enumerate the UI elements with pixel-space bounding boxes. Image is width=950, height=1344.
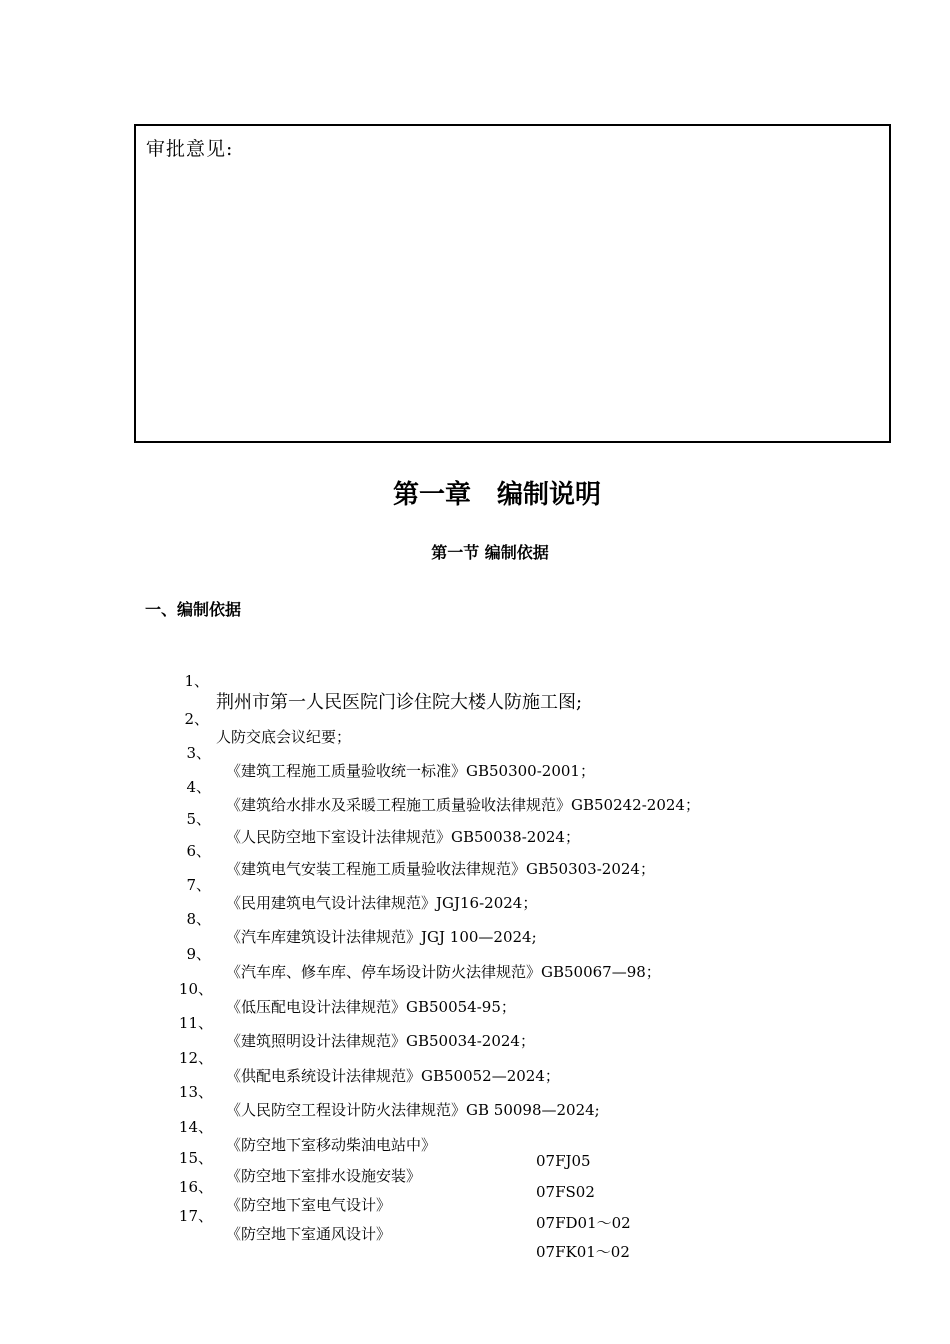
reference-number: 8、 xyxy=(186,910,211,928)
reference-text: 《防空地下室通风设计》 xyxy=(226,1225,392,1243)
reference-code: 07FK01～02 xyxy=(536,1243,630,1261)
reference-text: 《人民防空地下室设计法律规范》GB50038-2024； xyxy=(226,828,580,846)
reference-number: 12、 xyxy=(178,1049,213,1067)
reference-number: 15、 xyxy=(178,1149,213,1167)
reference-text: 人防交底会议纪要； xyxy=(216,728,352,746)
reference-text: 《建筑工程施工质量验收统一标准》GB50300-2001； xyxy=(226,762,595,780)
reference-text: 《汽车库、修车库、停车场设计防火法律规范》GB50067—98； xyxy=(226,963,661,981)
reference-text: 荆州市第一人民医院门诊住院大楼人防施工图; xyxy=(216,692,583,713)
reference-text: 《汽车库建筑设计法律规范》JGJ 100—2024; xyxy=(226,928,537,946)
reference-text: 《建筑照明设计法律规范》GB50034-2024； xyxy=(226,1032,535,1050)
reference-number: 16、 xyxy=(178,1178,213,1196)
reference-text: 《建筑电气安装工程施工质量验收法律规范》GB50303-2024； xyxy=(226,860,655,878)
reference-text: 《防空地下室移动柴油电站中》 xyxy=(226,1136,437,1154)
reference-number: 1、 xyxy=(184,672,209,690)
reference-number: 6、 xyxy=(186,842,211,860)
reference-code: 07FS02 xyxy=(536,1183,595,1201)
reference-number: 17、 xyxy=(178,1207,213,1225)
reference-code: 07FJ05 xyxy=(536,1152,591,1170)
section-title: 第一节 编制依据 xyxy=(431,543,549,562)
reference-number: 11、 xyxy=(178,1014,213,1032)
reference-number: 9、 xyxy=(186,945,211,963)
reference-number: 3、 xyxy=(186,744,211,762)
reference-text: 《建筑给水排水及采暖工程施工质量验收法律规范》GB50242-2024； xyxy=(226,796,700,814)
reference-code: 07FD01～02 xyxy=(536,1214,631,1232)
reference-text: 《民用建筑电气设计法律规范》JGJ16-2024； xyxy=(226,894,538,912)
reference-number: 10、 xyxy=(178,980,213,998)
reference-number: 7、 xyxy=(186,876,211,894)
reference-number: 14、 xyxy=(178,1118,213,1136)
reference-text: 《供配电系统设计法律规范》GB50052—2024； xyxy=(226,1067,560,1085)
reference-number: 4、 xyxy=(186,778,211,796)
sub-heading: 一、编制依据 xyxy=(145,600,242,619)
chapter-title: 第一章 编制说明 xyxy=(392,480,601,510)
reference-text: 《人民防空工程设计防火法律规范》GB 50098—2024; xyxy=(226,1101,600,1119)
reference-text: 《防空地下室排水设施安装》 xyxy=(226,1167,422,1185)
reference-text: 《防空地下室电气设计》 xyxy=(226,1196,392,1214)
reference-text: 《低压配电设计法律规范》GB50054-95； xyxy=(226,998,516,1016)
reference-number: 5、 xyxy=(186,810,211,828)
approval-label: 审批意见: xyxy=(146,138,234,160)
reference-number: 13、 xyxy=(178,1083,213,1101)
reference-number: 2、 xyxy=(184,710,209,728)
approval-box xyxy=(134,124,891,443)
